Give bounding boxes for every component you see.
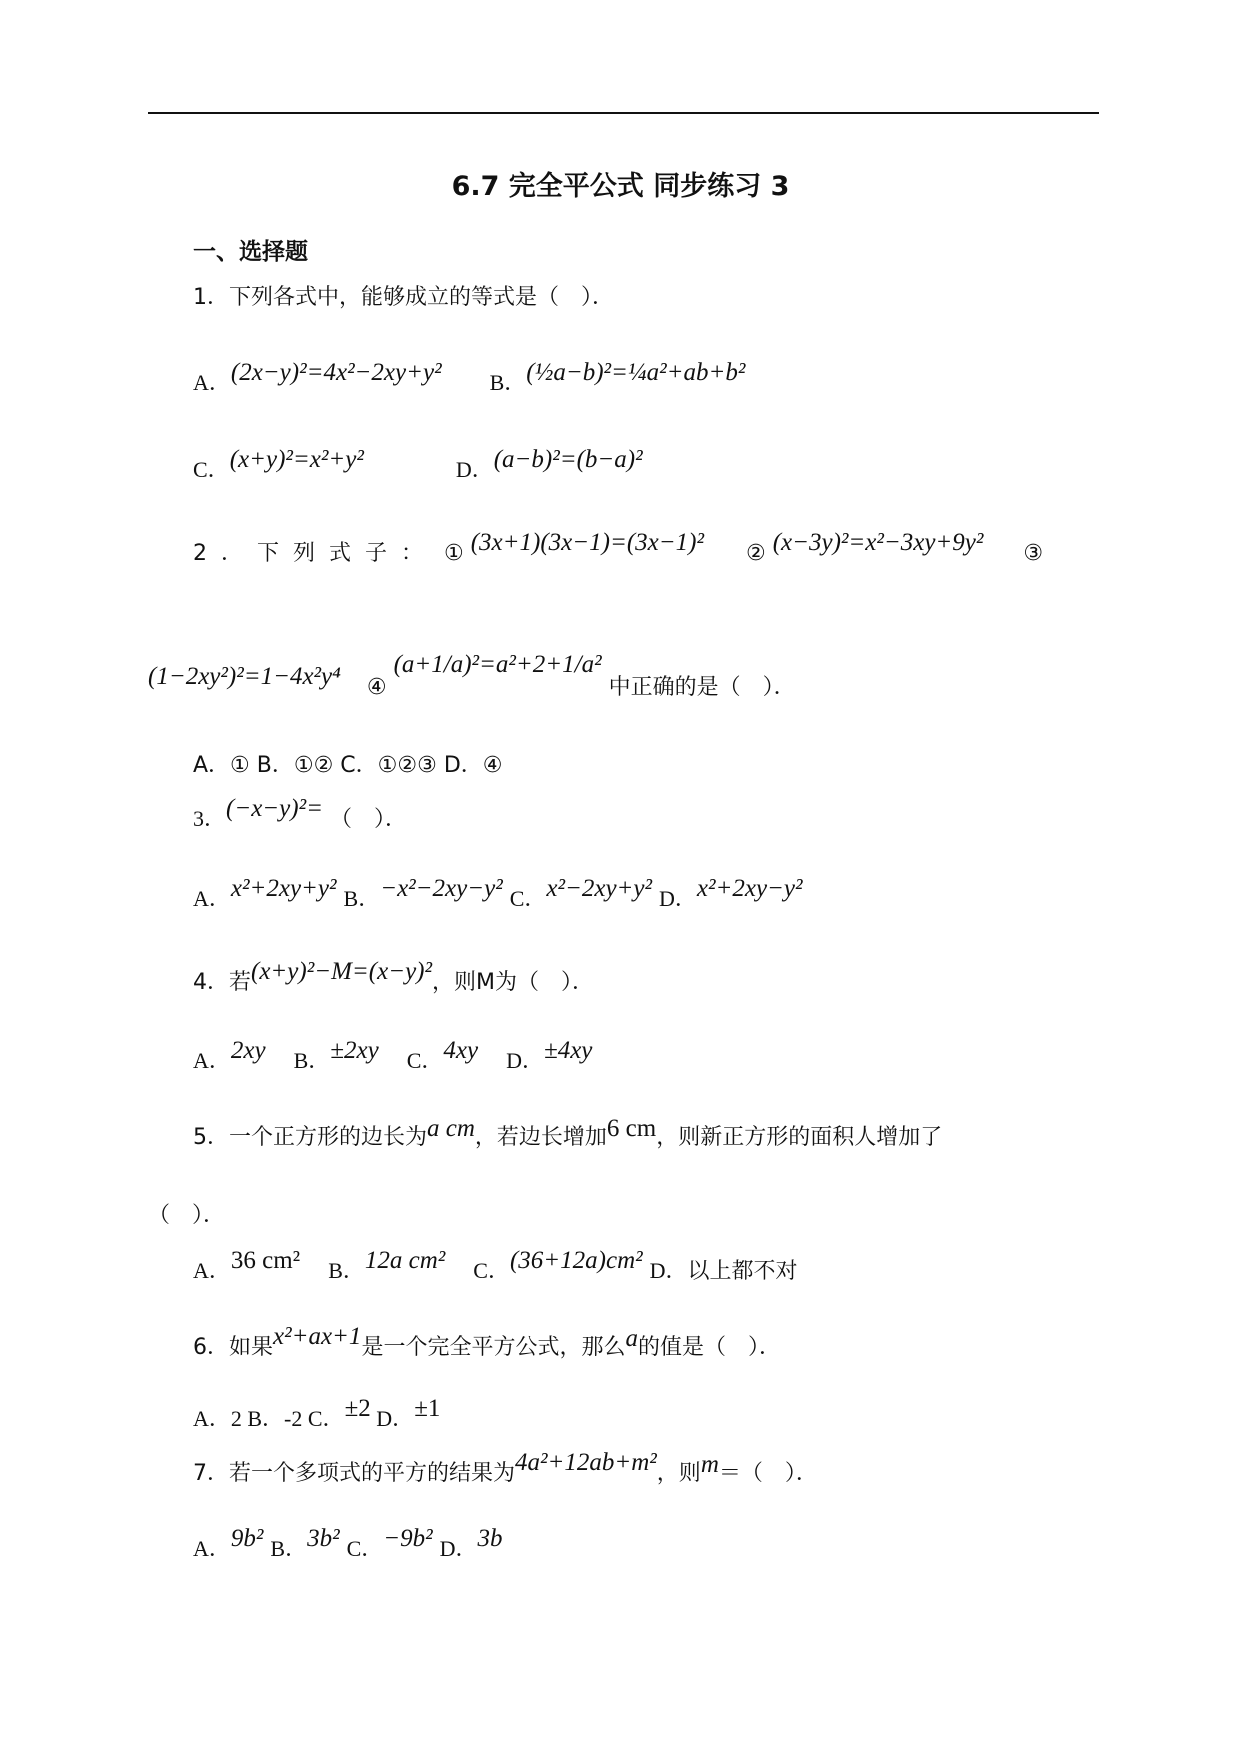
- q5-var-6: 6 cm: [606, 1115, 657, 1142]
- question-5-stem-cont: （ ）．: [148, 1203, 226, 1228]
- q5-option-d: 以上都不对: [687, 1259, 798, 1284]
- q3-option-c: x²−2xy+y²: [546, 875, 653, 902]
- question-7-options: A．9b² B．3b² C．−9b² D．3b: [193, 1525, 503, 1561]
- question-3-stem: 3．(−x−y)²= （ ）．: [193, 795, 407, 832]
- question-7-stem: 7．若一个多项式的平方的结果为4a²+12ab+m²，则m＝（ ）．: [193, 1449, 818, 1486]
- q3-option-a: x²+2xy+y²: [230, 875, 337, 902]
- question-4-options: A．2xy B．±2xy C．4xy D．±4xy: [193, 1037, 593, 1073]
- q4-option-a: 2xy: [230, 1037, 266, 1064]
- q7-expr: 4a²+12ab+m²: [515, 1449, 657, 1476]
- q4-option-b: ±2xy: [330, 1037, 379, 1064]
- q3-option-d: x²+2xy−y²: [696, 875, 803, 902]
- q7-option-b: 3b²: [307, 1525, 340, 1552]
- q4-expr: (x+y)²−M=(x−y)²: [251, 958, 432, 985]
- q7-option-d: 3b: [477, 1525, 503, 1552]
- q2-item-4: (a+1/a)²=a²+2+1/a²: [393, 651, 602, 678]
- q5-var-a: a cm: [427, 1115, 475, 1142]
- q1-option-b: (½a−b)²=¼a²+ab+b²: [526, 359, 746, 386]
- q5-option-c: (36+12a)cm²: [509, 1247, 643, 1274]
- q4-option-c: 4xy: [443, 1037, 479, 1064]
- q5-option-b: 12a cm²: [364, 1247, 446, 1274]
- question-2-options: A．① B．①② C．①②③ D．④: [193, 753, 503, 778]
- q6-var-a: a: [625, 1325, 638, 1352]
- q1-option-d: (a−b)²=(b−a)²: [493, 446, 643, 473]
- question-6-stem: 6．如果x²+ax+1是一个完全平方公式，那么a的值是（ ）．: [193, 1323, 781, 1360]
- q2-item-1: (3x+1)(3x−1)=(3x−1)²: [470, 529, 704, 556]
- question-5-options: A．36 cm² B．12a cm² C．(36+12a)cm² D．以上都不对: [193, 1247, 798, 1284]
- q6-option-c: ±2: [344, 1395, 371, 1422]
- q7-var-m: m: [700, 1451, 719, 1478]
- q7-option-c: −9b²: [383, 1525, 433, 1552]
- question-2-stem-cont: (1−2xy²)²=1−4x²y⁴ ④ (a+1/a)²=a²+2+1/a² 中正确的是（ ）．: [148, 651, 796, 700]
- question-4-stem: 4．若(x+y)²−M=(x−y)²，则M为（ ）．: [193, 958, 594, 995]
- q2-item-3: (1−2xy²)²=1−4x²y⁴: [148, 663, 341, 690]
- q7-option-a: 9b²: [230, 1525, 264, 1552]
- q5-option-a: 36 cm²: [230, 1247, 301, 1274]
- q1-option-c: (x+y)²=x²+y²: [229, 446, 364, 473]
- question-1-stem: 1．下列各式中，能够成立的等式是（ ）．: [193, 285, 614, 310]
- q6-option-d: ±1: [414, 1395, 441, 1422]
- question-5-stem: 5．一个正方形的边长为a cm，若边长增加6 cm，则新正方形的面积人增加了: [193, 1115, 943, 1150]
- question-6-options: A．2 B．-2 C．±2 D．±1: [193, 1395, 441, 1431]
- question-3-options: A．x²+2xy+y² B．−x²−2xy−y² C．x²−2xy+y² D．x²+2xy−y²: [193, 875, 803, 911]
- question-1-options-cd: C．(x+y)²=x²+y² D．(a−b)²=(b−a)²: [193, 446, 643, 482]
- q6-expr: x²+ax+1: [273, 1323, 362, 1350]
- q1-option-a: (2x−y)²=4x²−2xy+y²: [230, 359, 442, 386]
- q4-option-d: ±4xy: [543, 1037, 593, 1064]
- header-rule: [148, 112, 1099, 114]
- question-1-options-ab: A．(2x−y)²=4x²−2xy+y² B．(½a−b)²=¼a²+ab+b²: [193, 359, 746, 395]
- q3-expr: (−x−y)²=: [226, 795, 323, 822]
- section-heading: 一、选择题: [193, 239, 308, 265]
- q2-item-2: (x−3y)²=x²−3xy+9y²: [772, 529, 984, 556]
- page-title: 6.7 完全平公式 同步练习 3: [451, 171, 790, 202]
- q3-option-b: −x²−2xy−y²: [380, 875, 503, 902]
- question-2-stem: 2．下列式子： ① (3x+1)(3x−1)=(3x−1)² ② (x−3y)²=x²−3xy+9y² ③: [193, 529, 1044, 566]
